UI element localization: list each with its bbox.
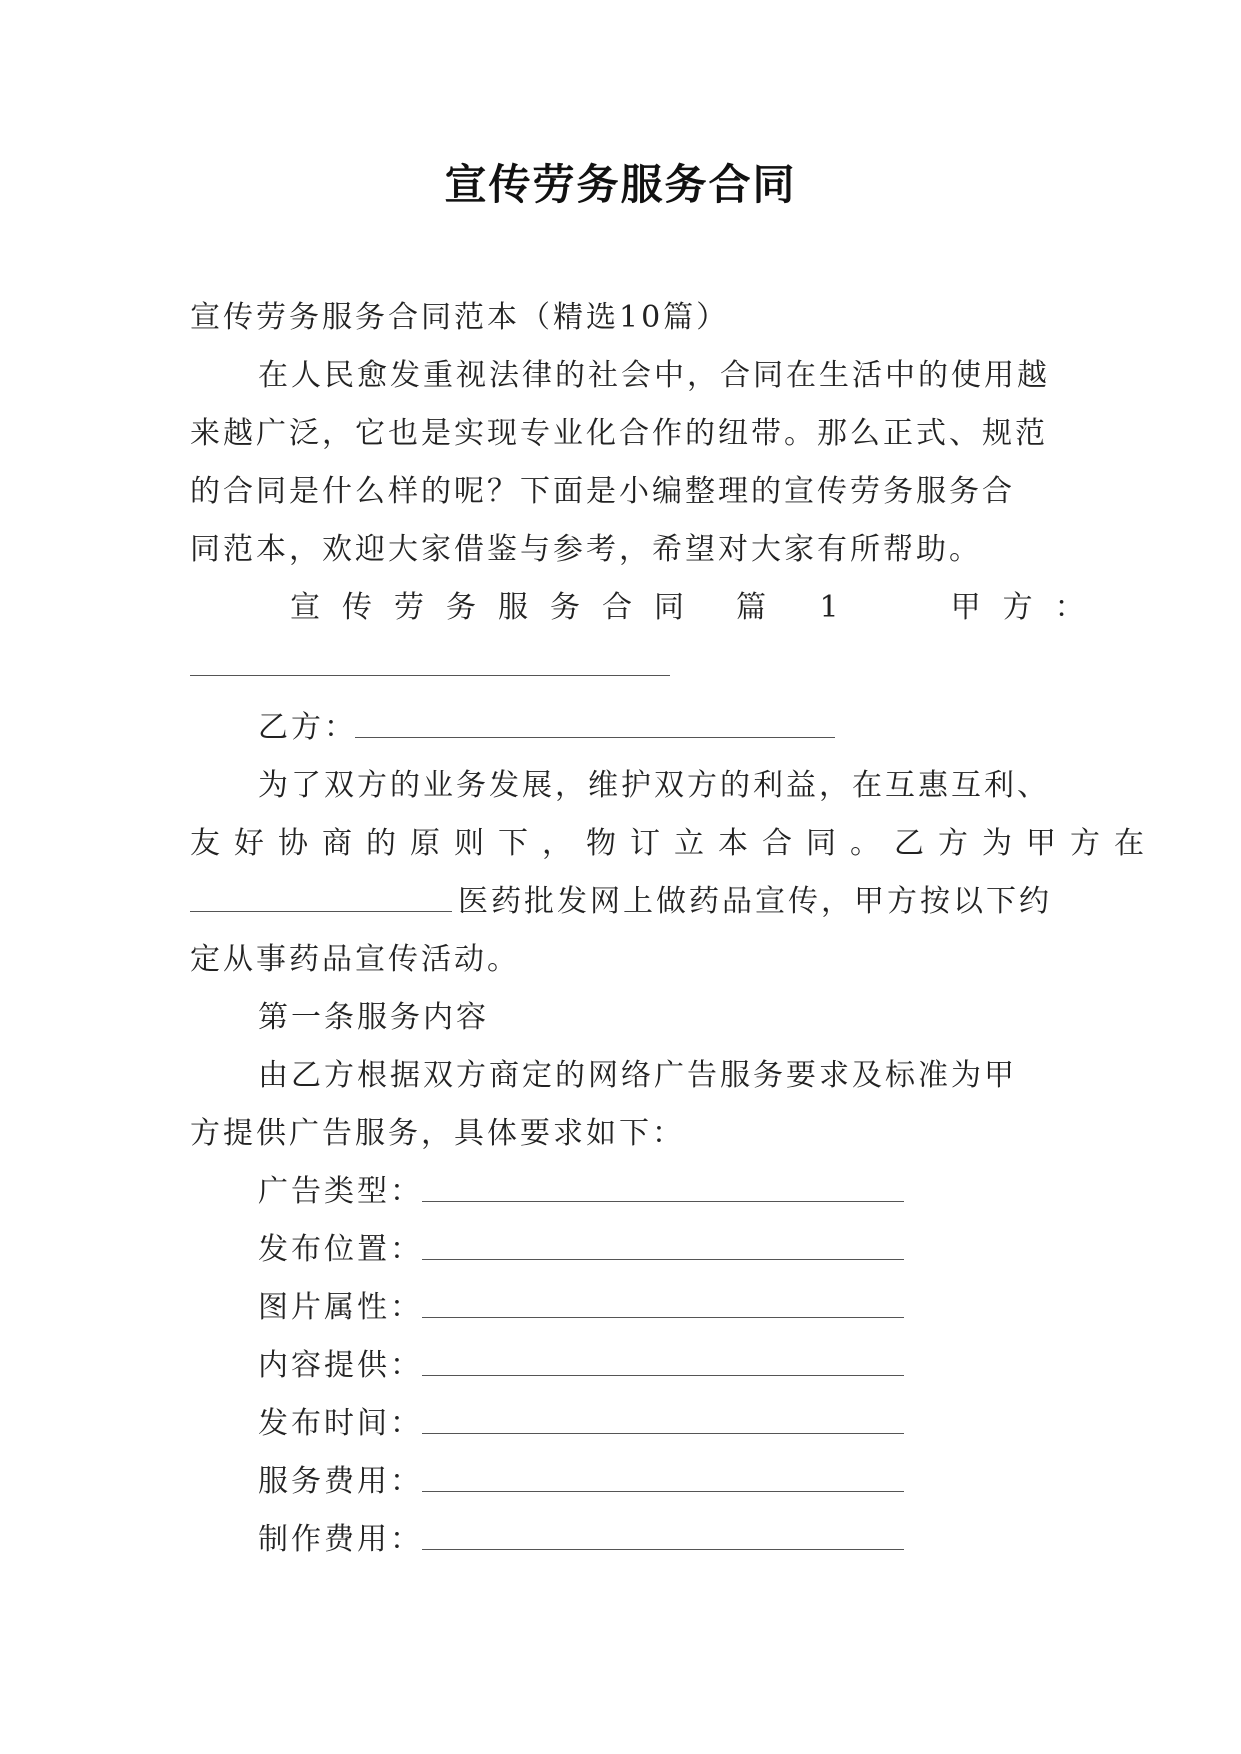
field-time-label: 发布时间： <box>258 1406 423 1441</box>
field-content-blank <box>422 1375 904 1376</box>
field-position-label: 发布位置： <box>258 1232 423 1267</box>
intro-line-1: 在人民愈发重视法律的社会中，合同在生活中的使用越 <box>258 358 1050 393</box>
field-ad-type-label: 广告类型： <box>258 1174 423 1209</box>
field-time-blank <box>422 1433 904 1434</box>
intro-line-3: 的合同是什么样的呢？下面是小编整理的宣传劳务服务合 <box>190 474 1015 509</box>
document-subtitle: 宣传劳务服务合同范本（精选10篇） <box>190 300 730 335</box>
para1-line-4: 定从事药品宣传活动。 <box>190 942 520 977</box>
field-production-fee-label: 制作费用： <box>258 1522 423 1557</box>
party-b-blank <box>355 737 835 738</box>
field-service-fee-label: 服务费用： <box>258 1464 423 1499</box>
piece-heading-row <box>290 586 1107 630</box>
field-image-blank <box>422 1317 904 1318</box>
party-a-label: 甲方： <box>950 590 1107 625</box>
party-b-label: 乙方： <box>258 710 357 745</box>
document-title: 宣传劳务服务合同 <box>444 160 797 209</box>
field-service-fee-blank <box>422 1491 904 1492</box>
field-production-fee-blank <box>422 1549 904 1550</box>
field-image-label: 图片属性： <box>258 1290 423 1325</box>
para1-line-2: 友好协商的原则下，物订立本合同。乙方为甲方在 <box>190 826 1158 861</box>
website-blank <box>190 911 452 912</box>
para1-line-1: 为了双方的业务发展，维护双方的利益，在互惠互利、 <box>258 768 1050 803</box>
intro-line-2: 来越广泛，它也是实现专业化合作的纽带。那么正式、规范 <box>190 416 1048 451</box>
article1-line-2: 方提供广告服务，具体要求如下： <box>190 1116 685 1151</box>
article1-line-1: 由乙方根据双方商定的网络广告服务要求及标准为甲 <box>258 1058 1017 1093</box>
party-a-blank <box>190 675 670 676</box>
field-ad-type-blank <box>422 1201 904 1202</box>
piece-number: 篇 1 <box>736 590 861 625</box>
para1-line-3: 医药批发网上做药品宣传，甲方按以下约 <box>458 884 1052 919</box>
intro-line-4: 同范本，欢迎大家借鉴与参考，希望对大家有所帮助。 <box>190 532 982 567</box>
field-content-label: 内容提供： <box>258 1348 423 1383</box>
field-position-blank <box>422 1259 904 1260</box>
article1-heading: 第一条服务内容 <box>258 1000 489 1035</box>
piece-heading: 宣传劳务服务合同 <box>290 590 706 625</box>
